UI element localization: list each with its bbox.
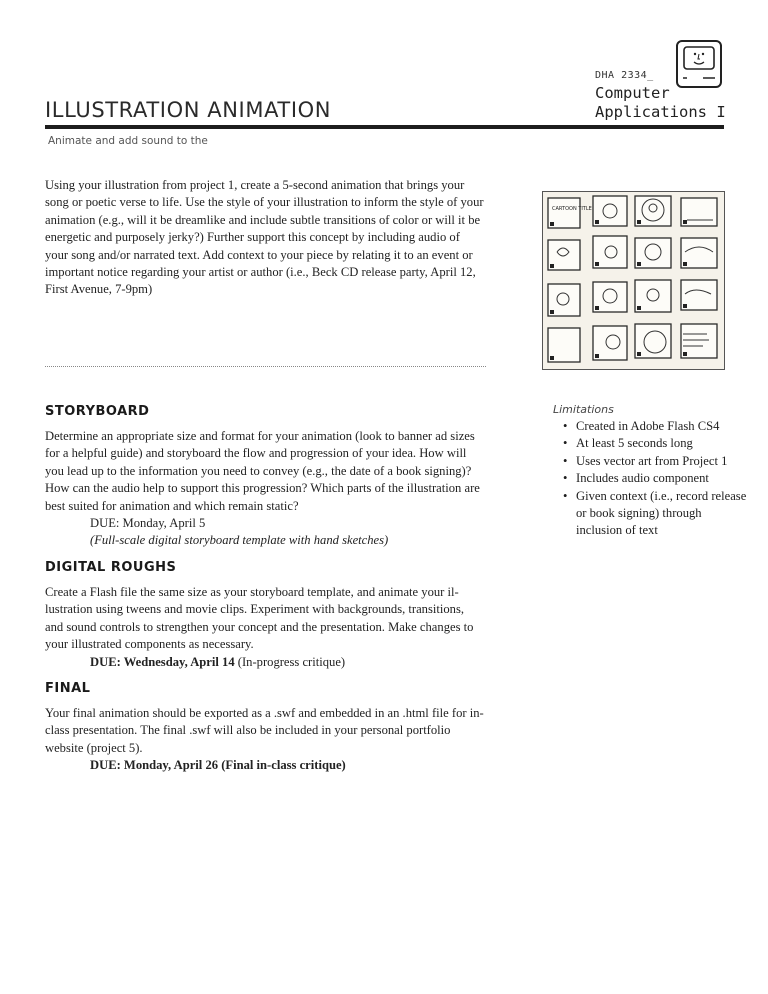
storyboard-section xyxy=(45,428,485,550)
limitation-item: • Given context (i.e., record release or book signing) through inclusion of text xyxy=(557,488,747,540)
limitation-item: • Created in Adobe Flash CS4 xyxy=(557,418,747,435)
digital-roughs-section xyxy=(45,584,485,671)
intro-paragraph: Using your illustration from project 1, create a 5-second animation that brings your song or poetic verse to life. Use the style of your illustration to inform the style of your animation (e.g., will it be dreamlike and include subtle transitions of color or will it be energetic and purposely jerky?) Further support this concept by including audio of your song and/or narrated text. Add context to your piece by relating it to an event or important notice regarding your artist or author (i.e., Beck CD release party, April 12, First Avenue, 7-9pm) xyxy=(45,178,484,297)
storyboard-heading: STORYBOARD xyxy=(45,404,150,419)
limitations-list xyxy=(557,418,747,540)
title-divider xyxy=(45,125,724,129)
storyboard-note: (Full-scale digital storyboard template with hand sketches) xyxy=(90,533,389,548)
storyboard-due: DUE: Monday, April 5 xyxy=(90,516,206,531)
digital-roughs-body: Create a Flash file the same size as your storyboard template, and animate your il-lustration using tweens and movie clips. Experiment with backgrounds, transitions, and sound controls to strengthen your concept and the presentation. Make changes to your illustrated components as necessary. xyxy=(45,585,474,652)
digital-roughs-due-note: (In-progress critique) xyxy=(234,654,346,669)
section-divider xyxy=(45,366,486,367)
limitation-item: • Uses vector art from Project 1 xyxy=(557,453,747,470)
macintosh-computer-icon xyxy=(674,40,724,90)
final-due: DUE: Monday, April 26 (Final in-class critique) xyxy=(90,758,346,773)
course-name-line1: Computer xyxy=(595,84,670,102)
limitation-item: • At least 5 seconds long xyxy=(557,435,747,452)
final-heading: FINAL xyxy=(45,681,91,696)
course-code: DHA 2334_ xyxy=(595,70,654,81)
digital-roughs-heading: DIGITAL ROUGHS xyxy=(45,560,177,575)
course-name-line2: Applications I xyxy=(595,103,726,121)
storyboard-body: Determine an appropriate size and format for your animation (look to banner ad sizes for a helpful guide) and storyboard the flow and progression of your idea. How will you lead up to the information you need to convey (e.g., the date of a book signing)? How can the audio help to support this progression? Which parts of the illustration are best suited for animation and which remain static? xyxy=(45,429,480,513)
final-body: Your final animation should be exported as a .swf and embedded in an .html file for in-class presentation. The final .swf will also be included in your personal portfolio website (project 5). xyxy=(45,706,484,755)
storyboard-sketch-image xyxy=(542,191,725,370)
digital-roughs-due-date: DUE: Wednesday, April 14 xyxy=(90,654,235,669)
limitations-title: Limitations xyxy=(553,403,614,416)
final-section xyxy=(45,705,485,775)
page-subtitle: Animate and add sound to the xyxy=(48,135,208,147)
page-title: ILLUSTRATION ANIMATION xyxy=(45,98,332,122)
digital-roughs-due xyxy=(45,654,485,671)
limitation-item: • Includes audio component xyxy=(557,470,747,487)
storyboard-cartoon-title: CARTOON TITLE xyxy=(552,206,592,212)
